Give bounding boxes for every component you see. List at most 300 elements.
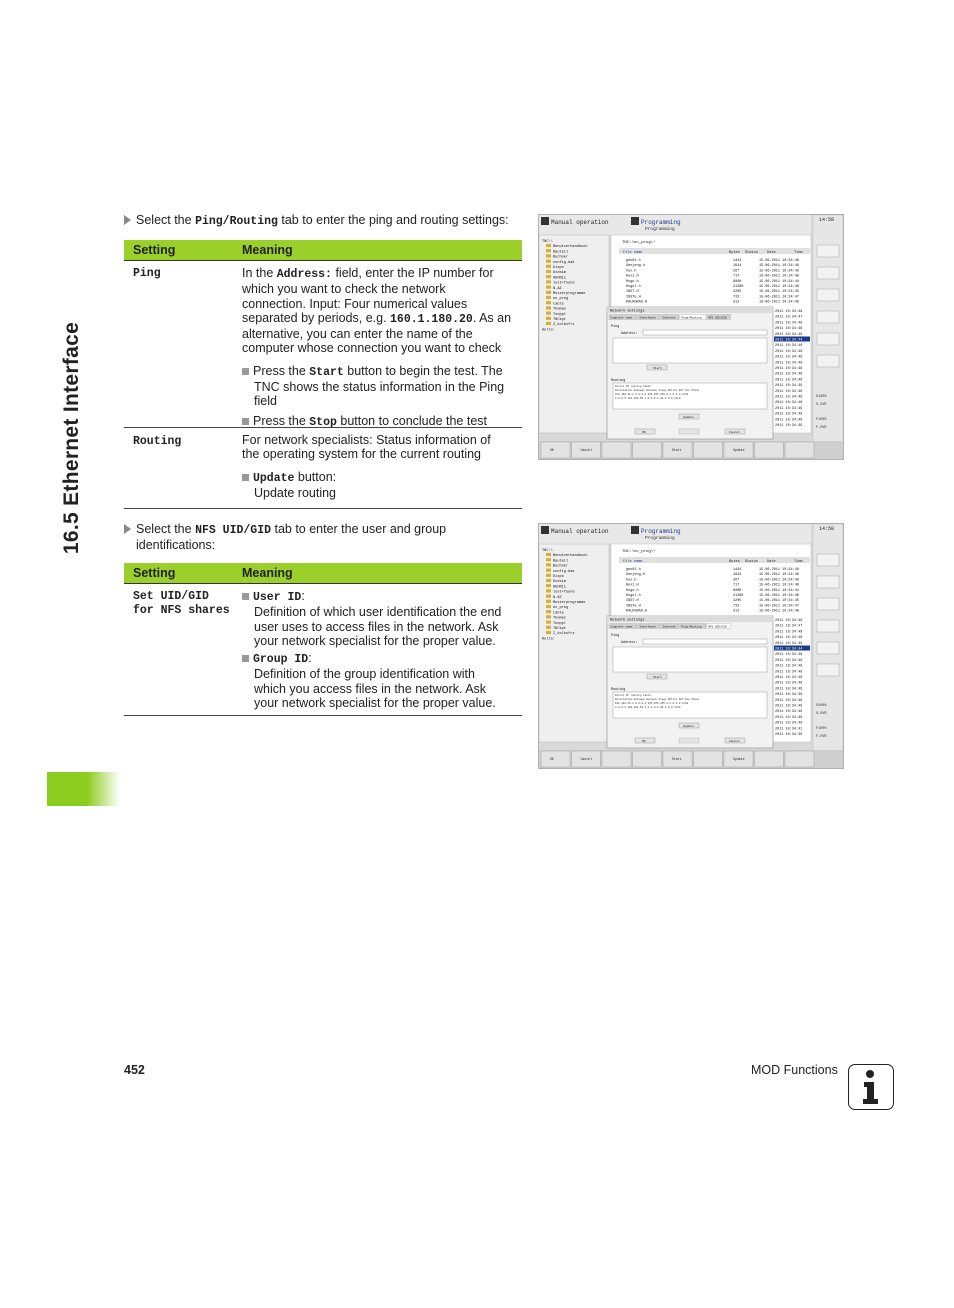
folder-icon <box>546 306 551 309</box>
dir-tree-item: table <box>553 611 564 616</box>
file-name: KALKGRAD.H <box>626 609 648 614</box>
arrow-icon <box>124 524 131 534</box>
folder-icon <box>546 569 551 572</box>
file-bytes: 717 <box>733 583 740 588</box>
mode-right-label: Programming <box>641 528 681 535</box>
dir-tree-item: Benutzerhandbuch <box>553 554 588 559</box>
dir-tree-item: Dxdsim <box>553 271 566 276</box>
file-name: hex.h <box>626 578 637 583</box>
file-date: 15-06-2011 10:24:48 <box>759 274 799 279</box>
file-bytes: 3205 <box>733 599 742 604</box>
update-label: Update <box>683 415 694 419</box>
file-name: Hugo.h <box>626 588 639 593</box>
screenshot-ping-routing <box>538 214 844 460</box>
folder-icon <box>546 296 551 299</box>
folder-icon <box>546 610 551 613</box>
dir-tree-item: Bauteil <box>553 250 569 255</box>
dir-tree-item: TNC:\ <box>542 549 553 553</box>
folder-icon <box>546 615 551 618</box>
mode-right-sub: Programming <box>645 536 675 541</box>
path-label: TNC:\nc_prog\* <box>622 241 656 245</box>
side-label: S100% <box>816 704 827 708</box>
setting-meaning: In the Address: field, enter the IP number for which you want to check the network connection. Input: Four numerical values separated by periods, e.g. 160.1.180.20. As an alternative, you can enter the name of the computer whose connection you want to check Press the Start button to begin the test. The TNC shows the status information in the Ping field Press the Stop button to conclude the test <box>242 266 512 429</box>
file-datetime: 2011 10:34:49 <box>775 384 803 389</box>
file-col-label: Bytes <box>729 560 740 564</box>
file-datetime: 2011 10:34:48 <box>775 389 803 394</box>
file-bytes: 267 <box>733 578 740 583</box>
softkey <box>785 751 814 767</box>
file-bytes: 733 <box>733 295 740 300</box>
file-name: INST.H <box>626 599 639 604</box>
side-icon <box>817 289 839 301</box>
routing-line: Kernel IP routing table <box>615 385 651 388</box>
dir-tree-item: N-AZ <box>553 595 562 600</box>
folder-icon <box>546 553 551 556</box>
file-col-label: File name <box>623 251 643 255</box>
file-datetime: 2011 10:34:49 <box>775 721 803 726</box>
start-label: Start <box>653 366 663 370</box>
file-bytes: 267 <box>733 269 740 274</box>
mode-left-label: Manual operation <box>551 528 609 535</box>
bullet-icon <box>242 368 249 375</box>
folder-icon <box>546 265 551 268</box>
file-date: 15-06-2011 10:34:48 <box>759 269 799 274</box>
softkey-label: Start <box>672 448 682 452</box>
section-title: 16.5 Ethernet Interface <box>60 321 83 555</box>
file-datetime: 2011 10:34:48 <box>775 395 803 400</box>
softkey <box>694 751 723 767</box>
dir-tree-item: Thomas <box>553 616 566 621</box>
folder-icon <box>546 563 551 566</box>
nfs-table <box>124 563 522 716</box>
address-label: Address: <box>621 332 638 336</box>
header-setting: Setting <box>133 243 176 257</box>
file-bytes: 1444 <box>733 568 742 572</box>
dir-tree-item: Hello: <box>542 637 555 642</box>
folder-icon <box>546 312 551 315</box>
dir-tree-item: TNCkpt <box>553 627 566 631</box>
file-datetime: 2011 10:34:49 <box>775 658 803 663</box>
setting-meaning: For network specialists: Status information of the operating system for the current routing Update button: Update routing <box>242 433 491 500</box>
table-row-uid-gid <box>124 584 522 716</box>
setting-key: Set UID/GID for NFS shares <box>133 590 230 617</box>
file-bytes: 806K <box>733 588 742 593</box>
file-date: 15-06-2011 10:34:48 <box>759 285 799 289</box>
file-date: 15-06-2011 10:34:48 <box>759 259 799 263</box>
file-datetime: 2011 10:34:49 <box>775 332 803 337</box>
mode-right-label: Programming <box>641 219 681 226</box>
dir-tree-item: nc_prog <box>553 606 569 611</box>
file-datetime: 2011 10:34:48 <box>775 704 803 709</box>
folder-icon <box>546 626 551 629</box>
file-col-label: Date <box>767 251 776 255</box>
routing-line: Destination Gateway Genmask Flags Metric Ref Use Iface <box>615 389 700 392</box>
chapter-tab-marker <box>47 772 120 806</box>
table-header <box>124 240 522 261</box>
file-date: 15-06-2011 10:34:48 <box>759 300 799 305</box>
file-datetime: 2011 10:34:49 <box>775 349 803 354</box>
file-name: Hugol.h <box>626 285 641 289</box>
dir-tree-item: HEHN11 <box>553 276 566 281</box>
file-datetime: 2011 10:34:49 <box>775 418 803 423</box>
routing-line: 0.0.0.0 192.168.56.1 0.0.0.0 UG 0 0 0 eth0 <box>615 397 681 400</box>
file-date: 15-06-2011 10:34:48 <box>759 609 799 614</box>
file-date: 15-06-2011 10:34:48 <box>759 568 799 572</box>
file-datetime: 2011 10:34:48 <box>775 710 803 715</box>
arrow-icon <box>124 215 131 225</box>
dialog-title: Network settings <box>610 618 645 623</box>
file-date: 15-06-2011 10:34:48 <box>759 578 799 583</box>
chapter-name: MOD Functions <box>751 1063 838 1077</box>
side-icon <box>817 554 839 566</box>
clock-label: 14:58 <box>819 526 835 532</box>
dir-tree-item: Bauteil <box>553 559 569 564</box>
dir-tree-item: Benutzerhandbuch <box>553 245 588 250</box>
folder-icon <box>546 595 551 598</box>
file-bytes: 806K <box>733 279 742 284</box>
file-datetime: 2011 10:34:49 <box>775 693 803 698</box>
dir-tree-item: Buchner <box>553 564 569 569</box>
file-col-header <box>619 557 810 563</box>
softkey-label: Cancel <box>580 448 592 452</box>
file-bytes: 733 <box>733 604 740 609</box>
dir-tree-item: HEHN11 <box>553 585 566 590</box>
dir-tree-item: Dispo <box>553 266 564 270</box>
file-name: KALKGRAD.H <box>626 300 648 305</box>
file-bytes: 717 <box>733 274 740 279</box>
folder-icon <box>546 280 551 283</box>
dialog-tab-label: Computer name <box>610 625 633 629</box>
folder-icon <box>546 270 551 273</box>
address-input <box>643 639 767 644</box>
file-datetime: 2011 10:34:49 <box>775 310 803 314</box>
file-datetime: 2011 10:34:46 <box>775 378 803 383</box>
network-settings-dialog <box>607 616 773 748</box>
dir-tree-item: N-AZ <box>553 286 562 291</box>
file-name: INSTe.H <box>626 604 641 609</box>
dialog-tab-label: Ping/Routing <box>681 316 702 320</box>
file-col-label: File name <box>623 560 643 564</box>
file-datetime: 2011 10:34:49 <box>775 361 803 366</box>
folder-icon <box>546 301 551 304</box>
side-icon <box>817 620 839 632</box>
disabled-button <box>679 429 699 434</box>
ping-output <box>613 338 767 363</box>
file-datetime: 2011 10:34:48 <box>775 636 803 641</box>
ping-routing-table <box>124 240 522 509</box>
dir-tree-item: Musterprogramme <box>553 601 586 605</box>
file-bytes: 312 <box>733 300 740 305</box>
dir-tree-item: table <box>553 302 564 307</box>
file-name: geo01.h <box>626 568 641 572</box>
folder-icon <box>546 260 551 263</box>
file-date: 15-06-2011 10:34:47 <box>759 295 799 300</box>
file-col-label: Status <box>745 251 758 255</box>
folder-icon <box>546 275 551 278</box>
folder-icon <box>546 631 551 634</box>
folder-icon <box>546 244 551 247</box>
manual-mode-icon <box>541 217 549 225</box>
address-label: Address: <box>621 641 638 645</box>
mode-right-sub: Programming <box>645 227 675 232</box>
side-icon <box>817 245 839 257</box>
side-icon <box>817 267 839 279</box>
side-icon <box>817 642 839 654</box>
network-settings-dialog <box>607 307 773 439</box>
dialog-tab-label: Ping/Routing <box>681 625 702 629</box>
file-datetime: 2011 10:34:48 <box>775 630 803 635</box>
side-label: F100% <box>816 418 827 422</box>
dialog-tab-label: NFS UID/GID <box>708 625 727 629</box>
softkey <box>755 442 784 458</box>
program-mode-icon <box>631 217 639 225</box>
tnc-screen <box>539 524 843 768</box>
dialog-tab-label: Interfaces <box>639 316 656 320</box>
file-col-header <box>619 248 810 254</box>
folder-icon <box>546 584 551 587</box>
file-datetime: 2011 10:34:49 <box>775 619 803 623</box>
ping-output <box>613 647 767 672</box>
routing-line: 192.168.56.1 0.0.0.0 255.255.255.0 U 0 0 0 eth0 <box>615 702 689 705</box>
file-date: 15-06-2011 10:34:46 <box>759 573 799 578</box>
dir-tree-item: nc_prog <box>553 297 569 302</box>
file-bytes: 1944 <box>733 264 742 269</box>
page-number: 452 <box>124 1063 145 1077</box>
dir-tree-item: Tooppl <box>553 312 566 317</box>
cancel-label: Cancel <box>729 739 740 743</box>
file-datetime: 2011 10:34:44 <box>775 338 803 343</box>
softkey-label: OK <box>550 448 554 452</box>
folder-icon <box>546 589 551 592</box>
softkey <box>755 751 784 767</box>
dialog-tab-label: NFS UID/GID <box>708 316 727 320</box>
file-datetime: 2011 10:34:48 <box>775 401 803 406</box>
file-datetime: 2011 10:34:48 <box>775 327 803 332</box>
file-datetime: 2011 10:34:49 <box>775 670 803 675</box>
dialog-tab-label: Internet <box>662 625 676 629</box>
file-date: 15-06-2011 10:34:44 <box>759 588 799 593</box>
folder-icon <box>546 579 551 582</box>
info-icon <box>848 1064 894 1110</box>
file-name: hex.h <box>626 269 637 274</box>
folder-icon <box>546 605 551 608</box>
dir-tree-item: TNC:\ <box>542 240 553 244</box>
program-mode-icon <box>631 526 639 534</box>
file-datetime: 2011 10:34:47 <box>775 624 803 629</box>
ok-label: OK <box>642 739 646 743</box>
file-col-label: Bytes <box>729 251 740 255</box>
bullet-icon <box>242 418 249 425</box>
dialog-title: Network settings <box>610 309 645 314</box>
routing-line: 192.168.56.1 0.0.0.0 255.255.255.0 U 0 0 0 eth0 <box>615 393 689 396</box>
dir-tree-item: Dispo <box>553 575 564 579</box>
header-meaning: Meaning <box>242 243 293 257</box>
file-date: 15-06-2011 10:24:48 <box>759 583 799 588</box>
file-datetime: 2011 10:34:48 <box>775 698 803 703</box>
intro-nfs: Select the NFS UID/GID tab to enter the user and group identifications: <box>124 522 522 552</box>
side-icon <box>817 576 839 588</box>
file-col-label: Time <box>794 251 803 255</box>
side-icon <box>817 355 839 367</box>
file-datetime: 2011 10:34:48 <box>775 367 803 371</box>
manual-mode-icon <box>541 526 549 534</box>
dir-tree-item: TNCkpt <box>553 318 566 322</box>
softkey-label: Update <box>733 448 745 452</box>
softkey <box>541 442 570 458</box>
file-date: 15-06-2011 10:34:47 <box>759 604 799 609</box>
address-input <box>643 330 767 335</box>
side-label: F-OVR <box>816 735 827 739</box>
file-date: 15-06-2011 10:34:44 <box>759 279 799 284</box>
file-datetime: 2011 10:34:49 <box>775 641 803 646</box>
clock-label: 14:58 <box>819 217 835 223</box>
file-datetime: 2011 10:34:48 <box>775 344 803 349</box>
side-label: S-OVR <box>816 712 827 716</box>
file-datetime: 2011 10:34:48 <box>775 653 803 658</box>
side-icon <box>817 311 839 323</box>
bullet-icon <box>242 655 249 662</box>
disabled-button <box>679 738 699 743</box>
side-icon <box>817 333 839 345</box>
dir-tree-item: lost+found <box>553 281 575 286</box>
softkey-label: OK <box>550 757 554 761</box>
path-label: TNC:\nc_prog\* <box>622 550 656 554</box>
dir-tree-item: Hello: <box>542 328 555 333</box>
table-row-ping <box>124 261 522 428</box>
file-bytes: 2136K <box>733 285 744 289</box>
ping-label: Ping <box>611 634 620 638</box>
file-datetime: 2011 10:34:48 <box>775 664 803 669</box>
softkey <box>633 751 662 767</box>
file-datetime: 2011 10:34:48 <box>775 355 803 360</box>
file-col-label: Date <box>767 560 776 564</box>
softkey <box>633 442 662 458</box>
file-name: INSTe.H <box>626 295 641 300</box>
bullet-icon <box>242 474 249 481</box>
dir-tree-item: Musterprogramme <box>553 292 586 296</box>
start-label: Start <box>653 675 663 679</box>
ping-label: Ping <box>611 325 620 329</box>
folder-icon <box>546 558 551 561</box>
file-date: 15-06-2011 10:34:46 <box>759 264 799 269</box>
dir-tree-item: Tooppl <box>553 621 566 626</box>
softkey <box>602 442 631 458</box>
file-datetime: 2011 10:34:49 <box>775 406 803 411</box>
bullet-icon <box>242 593 249 600</box>
softkey <box>541 751 570 767</box>
setting-key: Ping <box>133 267 161 280</box>
softkey <box>785 442 814 458</box>
header-meaning: Meaning <box>242 566 293 580</box>
dir-tree-item: config.bak <box>553 569 575 574</box>
folder-icon <box>546 574 551 577</box>
file-date: 15-06-2011 10:34:48 <box>759 594 799 598</box>
header-setting: Setting <box>133 566 176 580</box>
file-datetime: 2011 10:34:49 <box>775 733 803 737</box>
file-name: Hugol.h <box>626 594 641 598</box>
dialog-tab-label: Interfaces <box>639 625 656 629</box>
table-row-routing <box>124 428 522 509</box>
file-datetime: 2011 10:34:48 <box>775 681 803 686</box>
dir-tree-item: config.bak <box>553 260 575 265</box>
file-bytes: 2136K <box>733 594 744 598</box>
file-name: Genjeng.h <box>626 573 645 578</box>
dir-tree-item: Thomas <box>553 307 566 312</box>
file-name: Genjeng.h <box>626 264 645 269</box>
tnc-screen <box>539 215 843 459</box>
setting-key: Routing <box>133 435 182 448</box>
folder-icon <box>546 286 551 289</box>
side-icon <box>817 598 839 610</box>
file-datetime: 2011 10:34:46 <box>775 687 803 692</box>
routing-line: Destination Gateway Genmask Flags Metric Ref Use Iface <box>615 698 700 701</box>
file-col-label: Time <box>794 560 803 564</box>
dir-tree-item: Z_kolbsfrz <box>553 323 575 328</box>
table-header <box>124 563 522 584</box>
folder-icon <box>546 254 551 257</box>
side-label: F-OVR <box>816 426 827 430</box>
cancel-label: Cancel <box>729 430 740 434</box>
file-datetime: 2011 10:34:44 <box>775 647 803 652</box>
file-name: Hex1.H <box>626 274 639 279</box>
file-date: 15-06-2011 10:34:45 <box>759 599 799 604</box>
update-label: Update <box>683 724 694 728</box>
softkey <box>602 751 631 767</box>
side-label: S100% <box>816 395 827 399</box>
folder-icon <box>546 317 551 320</box>
file-bytes: 1944 <box>733 573 742 578</box>
folder-icon <box>546 249 551 252</box>
dir-tree-item: lost+found <box>553 590 575 595</box>
routing-label: Routing <box>611 379 626 383</box>
screenshot-nfs-uid-gid <box>538 523 844 769</box>
routing-line: Kernel IP routing table <box>615 694 651 697</box>
file-name: INST.H <box>626 290 639 295</box>
file-datetime: 2011 10:34:47 <box>775 315 803 320</box>
softkey-label: Start <box>672 757 682 761</box>
folder-icon <box>546 322 551 325</box>
dir-tree-item: Z_kolbsfrz <box>553 632 575 637</box>
file-datetime: 2011 10:34:48 <box>775 676 803 680</box>
side-label: S-OVR <box>816 403 827 407</box>
file-date: 15-06-2011 10:34:45 <box>759 290 799 295</box>
dialog-tab-label: Internet <box>662 316 676 320</box>
routing-label: Routing <box>611 688 626 692</box>
folder-icon <box>546 291 551 294</box>
folder-icon <box>546 621 551 624</box>
file-datetime: 2011 10:34:48 <box>775 372 803 377</box>
file-col-label: Status <box>745 560 758 564</box>
softkey <box>694 442 723 458</box>
mode-left-label: Manual operation <box>551 219 609 226</box>
softkey-label: Cancel <box>580 757 592 761</box>
routing-line: 0.0.0.0 192.168.56.1 0.0.0.0 UG 0 0 0 eth0 <box>615 706 681 709</box>
file-bytes: 3205 <box>733 290 742 295</box>
setting-meaning: User ID: Definition of which user identification the end user uses to access files in the network. Ask your network specialist for the proper value. Group ID: Definition of the group identification with which you access files in the network. Ask your network specialist for the proper value. <box>242 589 518 710</box>
file-name: Hugo.h <box>626 279 639 284</box>
dir-tree-item: Buchner <box>553 255 569 260</box>
side-icon <box>817 664 839 676</box>
file-datetime: 2011 10:34:49 <box>775 412 803 417</box>
file-datetime: 2011 10:34:49 <box>775 424 803 428</box>
dir-tree-item: Dxdsim <box>553 580 566 585</box>
folder-icon <box>546 600 551 603</box>
side-label: F100% <box>816 727 827 731</box>
file-name: Hex1.H <box>626 583 639 588</box>
file-bytes: 312 <box>733 609 740 614</box>
softkey-label: Update <box>733 757 745 761</box>
file-name: geo01.h <box>626 259 641 263</box>
